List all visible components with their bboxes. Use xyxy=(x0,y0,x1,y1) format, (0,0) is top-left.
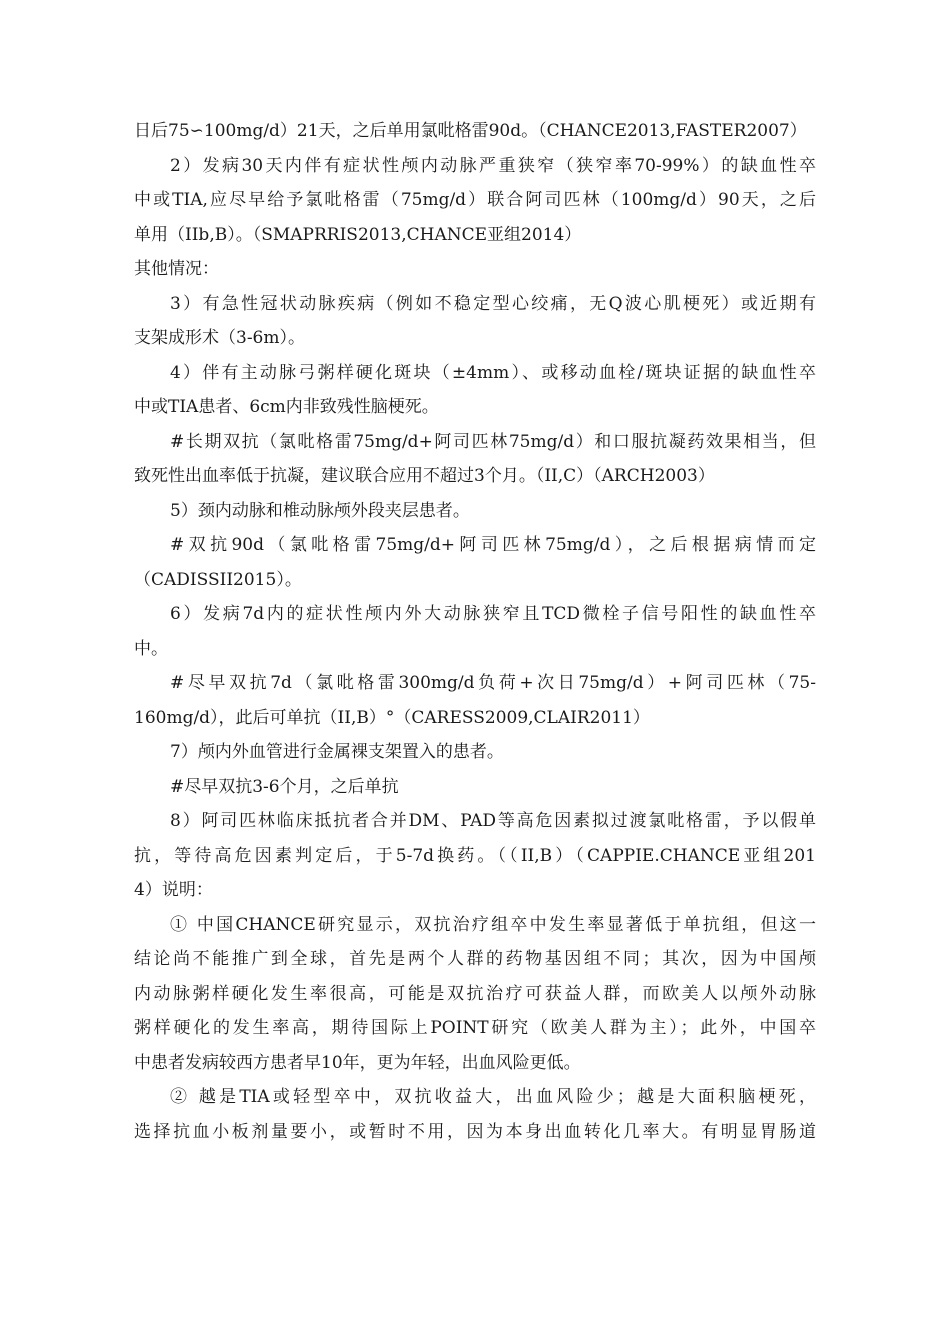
text-line: 3）有急性冠状动脉疾病（例如不稳定型心绞痛，无Q波心肌梗死）或近期有 xyxy=(170,293,816,314)
text-line: 单用（IIb,B）。（SMAPRRIS2013,CHANCE亚组2014） xyxy=(134,224,582,245)
document-page xyxy=(134,114,816,1149)
text-line: 6）发病7d内的症状性颅内外大动脉狭窄且TCD微栓子信号阳性的缺血性卒 xyxy=(170,604,816,624)
text-line: 8）阿司匹林临床抵抗者合并DM、PAD等高危因素拟过渡氯吡格雷，予以假单 xyxy=(170,811,816,831)
text-line: 选择抗血小板剂量要小，或暂时不用，因为本身出血转化几率大。有明显胃肠道 xyxy=(134,1121,816,1142)
text-line: 5）颈内动脉和椎动脉颅外段夹层患者。 xyxy=(170,500,470,521)
text-line: ① 中国CHANCE研究显示，双抗治疗组卒中发生率显著低于单抗组，但这一 xyxy=(170,914,816,935)
text-line: 致死性出血率低于抗凝，建议联合应用不超过3个月。（II,C）（ARCH2003） xyxy=(134,466,715,486)
text-line: #双抗90d（氯吡格雷75mg/d+阿司匹林75mg/d），之后根据病情而定 xyxy=(170,535,816,555)
text-line: #长期双抗（氯吡格雷75mg/d+阿司匹林75mg/d）和口服抗凝药效果相当，但 xyxy=(170,431,816,452)
text-line: #尽早双抗3-6个月，之后单抗 xyxy=(170,776,399,797)
text-line: ② 越是TIA或轻型卒中，双抗收益大，出血风险少；越是大面积脑梗死， xyxy=(170,1087,816,1107)
text-line: 结论尚不能推广到全球，首先是两个人群的药物基因组不同；其次，因为中国颅 xyxy=(134,949,816,969)
text-line: 中患者发病较西方患者早10年，更为年轻，出血风险更低。 xyxy=(134,1052,581,1073)
text-line: 粥样硬化的发生率高，期待国际上POINT研究（欧美人群为主）；此外，中国卒 xyxy=(134,1018,816,1038)
text-line: 2）发病30天内伴有症状性颅内动脉严重狭窄（狭窄率70-99%）的缺血性卒 xyxy=(170,155,816,176)
text-line: 中或TIA患者、6cm内非致残性脑梗死。 xyxy=(134,397,439,417)
text-line: 中。 xyxy=(134,638,168,659)
text-line: 支架成形术（3-6m）。 xyxy=(134,328,305,348)
text-line: 160mg/d），此后可单抗（II,B）°（CARESS2009,CLAIR2011） xyxy=(134,707,650,728)
text-line: 日后75∽100mg/d）21天，之后单用氯吡格雷90d。（CHANCE2013,FASTER2007） xyxy=(134,121,807,141)
text-line: 内动脉粥样硬化发生率很高，可能是双抗治疗可获益人群，而欧美人以颅外动脉 xyxy=(134,983,816,1004)
text-line: 中或TIA,应尽早给予氯吡格雷（75mg/d）联合阿司匹林（100mg/d）90天，之后 xyxy=(134,190,816,210)
text-line: #尽早双抗7d（氯吡格雷300mg/d负荷+次日75mg/d）+阿司匹林（75- xyxy=(170,673,816,693)
text-line: 4）说明： xyxy=(134,880,213,900)
text-line: 4）伴有主动脉弓粥样硬化斑块（±4mm）、或移动血栓/斑块证据的缺血性卒 xyxy=(170,362,816,383)
text-line: 7）颅内外血管进行金属裸支架置入的患者。 xyxy=(170,742,504,762)
text-line: 其他情况： xyxy=(134,259,219,279)
text-line: （CADISSII2015）。 xyxy=(134,569,302,590)
text-line: 抗，等待高危因素判定后，于5-7d换药。（（II,B）（CAPPIE.CHANCE亚组201 xyxy=(134,845,816,866)
